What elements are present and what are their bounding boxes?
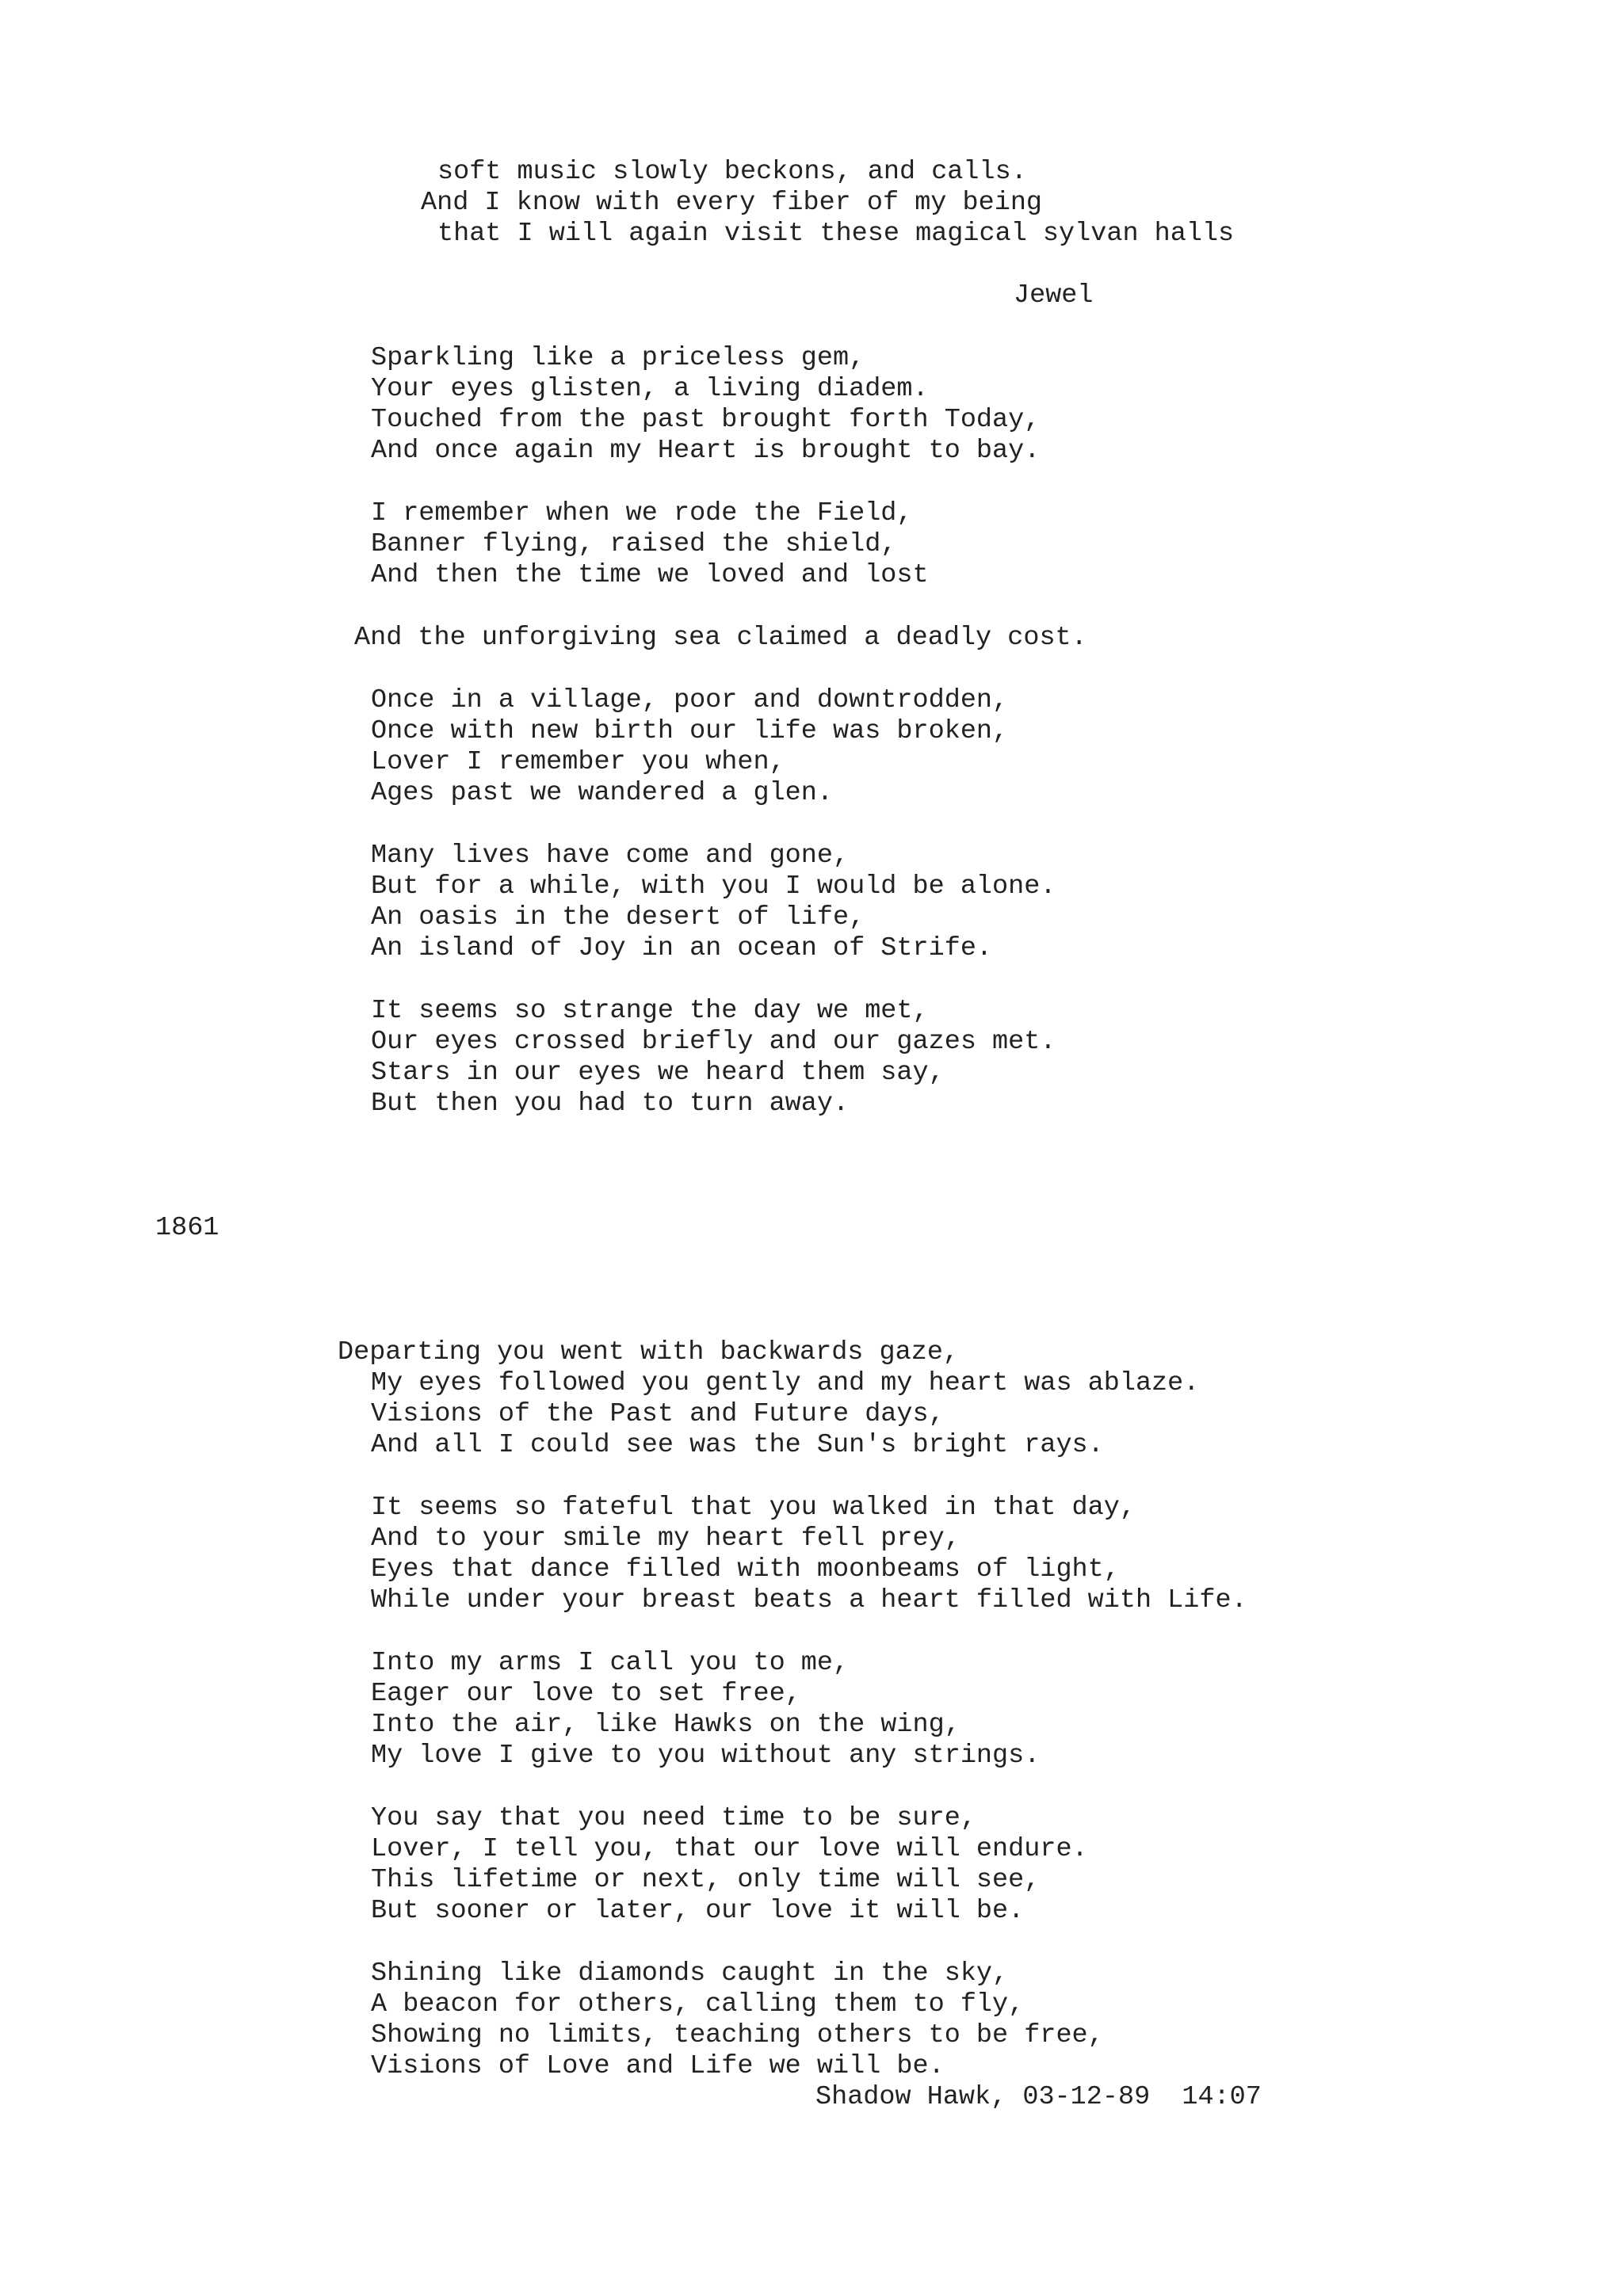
signature: Shadow Hawk, 03-12-89 14:07 — [815, 2082, 1262, 2112]
text-line: Once in a village, poor and downtrodden, — [371, 685, 1009, 715]
text-line: Into the air, like Hawks on the wing, — [371, 1710, 960, 1740]
text-line: Visions of Love and Life we will be. — [371, 2051, 945, 2081]
text-line: My love I give to you without any strings. — [371, 1741, 1041, 1771]
text-line: But for a while, with you I would be alone. — [371, 871, 1056, 902]
text-line: And I know with every fiber of my being — [421, 188, 1043, 218]
text-line: Into my arms I call you to me, — [371, 1648, 850, 1678]
text-line: And the unforgiving sea claimed a deadly cost. — [354, 623, 1087, 653]
text-line: A beacon for others, calling them to fly, — [371, 1989, 1025, 2019]
text-line: Ages past we wandered a glen. — [371, 778, 833, 808]
poem-title: Jewel — [1014, 280, 1094, 311]
text-line: Many lives have come and gone, — [371, 841, 850, 871]
text-line: Touched from the past brought forth Today, — [371, 405, 1041, 435]
text-line: But then you had to turn away. — [371, 1089, 850, 1119]
text-line: It seems so strange the day we met, — [371, 996, 929, 1026]
text-line: Visions of the Past and Future days, — [371, 1399, 945, 1429]
text-line: And once again my Heart is brought to bay. — [371, 436, 1041, 466]
text-line: While under your breast beats a heart filled with Life. — [371, 1585, 1247, 1615]
text-line: Lover, I tell you, that our love will endure. — [371, 1834, 1088, 1864]
text-line: Our eyes crossed briefly and our gazes met. — [371, 1027, 1056, 1057]
text-line: Eager our love to set free, — [371, 1679, 801, 1709]
text-line: Shining like diamonds caught in the sky, — [371, 1958, 1009, 1989]
text-line: soft music slowly beckons, and calls. — [437, 157, 1027, 187]
text-line: You say that you need time to be sure, — [371, 1803, 976, 1833]
text-line: An island of Joy in an ocean of Strife. — [371, 933, 993, 963]
text-line: An oasis in the desert of life, — [371, 902, 865, 933]
text-line: Sparkling like a priceless gem, — [371, 343, 865, 373]
text-line: This lifetime or next, only time will see, — [371, 1865, 1041, 1895]
text-line: And then the time we loved and lost — [371, 560, 929, 590]
text-line: I remember when we rode the Field, — [371, 498, 913, 528]
text-line: And all I could see was the Sun's bright rays. — [371, 1430, 1104, 1460]
text-line: But sooner or later, our love it will be. — [371, 1896, 1025, 1926]
text-line: Eyes that dance filled with moonbeams of light, — [371, 1554, 1120, 1585]
page-number: 1861 — [155, 1213, 220, 1243]
text-line: Your eyes glisten, a living diadem. — [371, 374, 929, 404]
text-line: Banner flying, raised the shield, — [371, 529, 897, 559]
text-line: Showing no limits, teaching others to be free, — [371, 2020, 1104, 2050]
text-line: Departing you went with backwards gaze, — [338, 1337, 960, 1367]
text-line: My eyes followed you gently and my heart was ablaze. — [371, 1368, 1200, 1398]
text-line: that I will again visit these magical sylvan halls — [437, 219, 1235, 249]
text-line: Lover I remember you when, — [371, 747, 785, 777]
text-line: Stars in our eyes we heard them say, — [371, 1058, 945, 1088]
text-line: And to your smile my heart fell prey, — [371, 1524, 960, 1554]
text-line: It seems so fateful that you walked in that day, — [371, 1493, 1136, 1523]
text-line: Once with new birth our life was broken, — [371, 716, 1009, 746]
